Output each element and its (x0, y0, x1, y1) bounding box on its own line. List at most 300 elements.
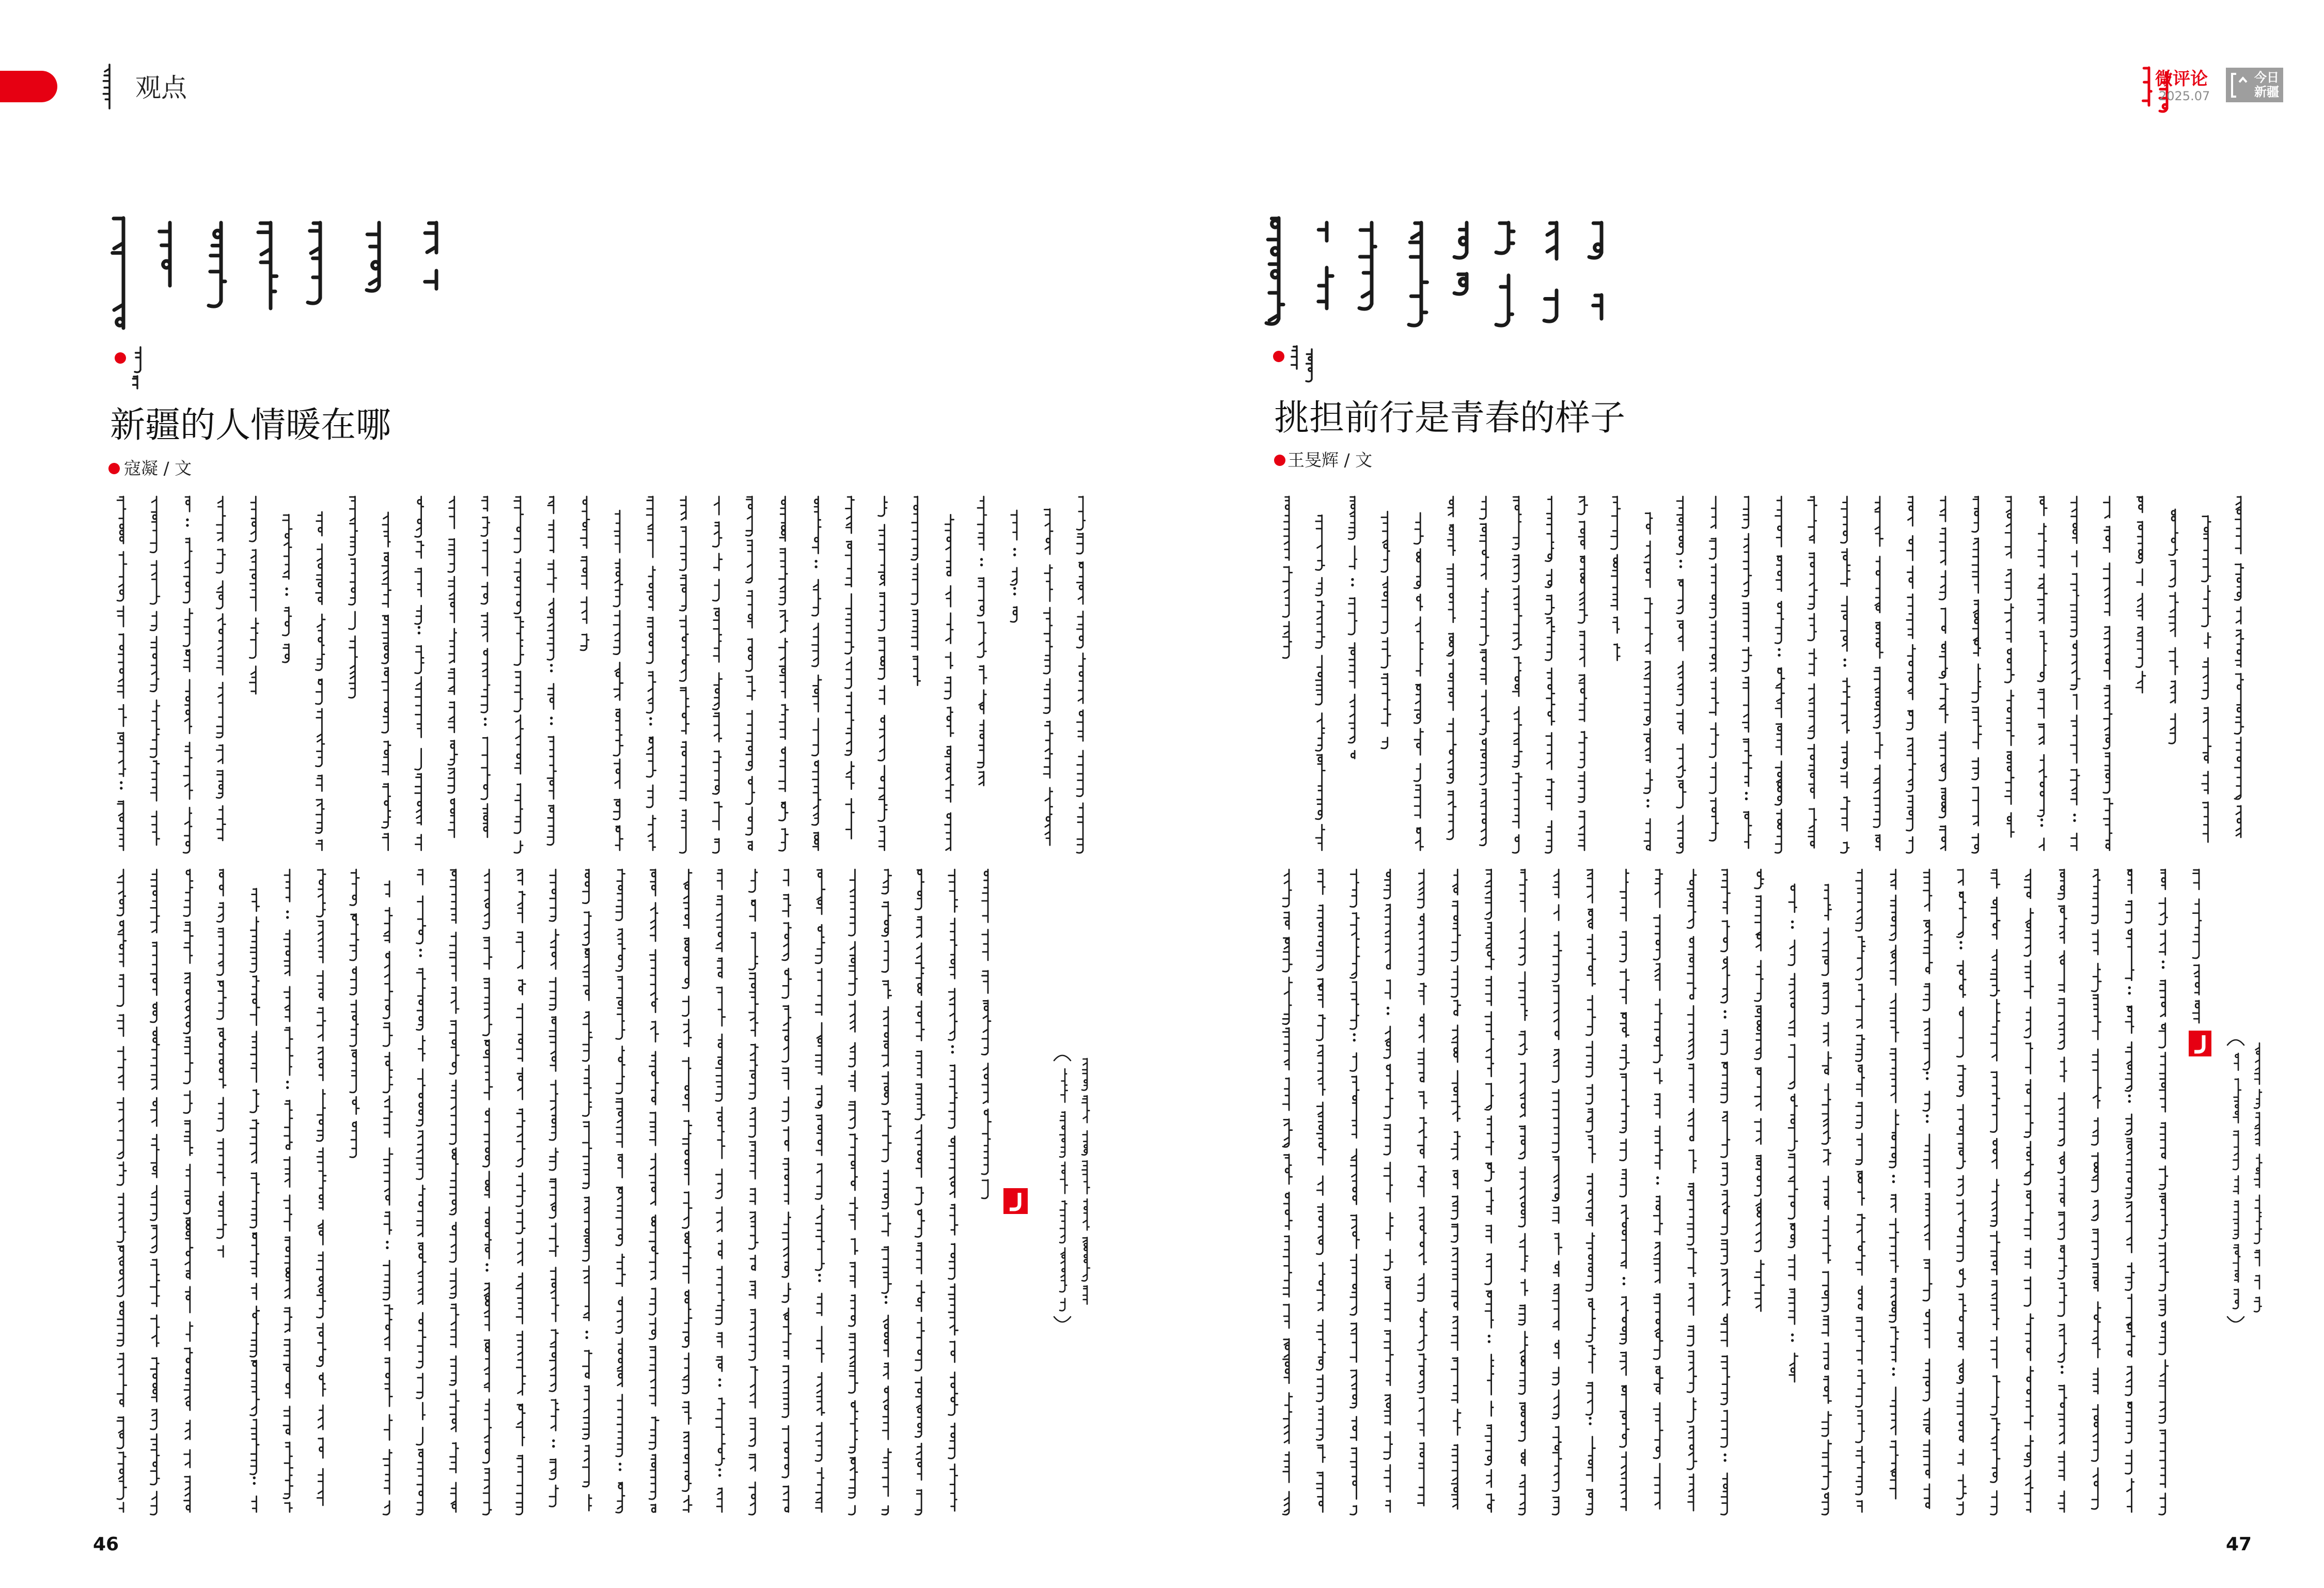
mongolian-word (2126, 1042, 2132, 1091)
mongolian-word (1822, 1272, 1828, 1312)
mongolian-word (152, 811, 160, 845)
mongolian-word (184, 650, 190, 672)
mongolian-text-column (2159, 869, 2169, 1515)
mongolian-word (1611, 555, 1618, 610)
mongolian-word (947, 707, 953, 736)
mongolian-word (250, 550, 256, 611)
mongolian-word (450, 1222, 456, 1262)
mongolian-text-column (1384, 869, 1393, 1512)
punctuation-mark (550, 717, 553, 725)
mongolian-word (817, 1373, 825, 1415)
mongolian-word (649, 1215, 657, 1280)
mongolian-word (1552, 1367, 1559, 1385)
mongolian-word (2233, 1289, 2238, 1309)
left-article-body-lower (117, 869, 991, 1515)
mongolian-word (618, 1154, 622, 1177)
mongolian-word (650, 1346, 656, 1406)
mongolian-word (614, 662, 623, 700)
mongolian-word (1316, 713, 1325, 751)
mongolian-word (1454, 1000, 1461, 1016)
mongolian-word (849, 1071, 855, 1091)
mongolian-word (1416, 828, 1423, 850)
mongolian-word (714, 608, 721, 662)
mongolian-word (616, 1395, 622, 1457)
mongolian-word (1755, 896, 1761, 951)
mongolian-word (982, 869, 988, 922)
mongolian-word (849, 1101, 855, 1128)
mongolian-word (846, 762, 854, 789)
mongolian-word (1545, 595, 1554, 614)
mongolian-word (415, 677, 421, 737)
mongolian-word (1077, 611, 1083, 648)
mongolian-word (583, 869, 589, 904)
mongolian-word (717, 869, 722, 890)
mongolian-word (1586, 1382, 1592, 1415)
mongolian-word (217, 1139, 225, 1185)
mongolian-word (2126, 1402, 2132, 1443)
mongolian-word (250, 1173, 259, 1227)
mongolian-word (750, 1255, 755, 1270)
mongolian-word (1644, 729, 1650, 762)
mongolian-word (516, 1331, 525, 1395)
mongolian-word (1924, 1134, 1929, 1187)
mongolian-word (1486, 1225, 1491, 1243)
mongolian-word (680, 742, 686, 801)
mongolian-word (2193, 869, 2200, 890)
mongolian-word (783, 1158, 789, 1204)
mongolian-word (2092, 1049, 2101, 1108)
mongolian-word (713, 580, 719, 601)
mongolian-word (2233, 1244, 2240, 1282)
mongolian-text-column (349, 496, 357, 698)
mongolian-word (1808, 553, 1817, 609)
mongolian-word (383, 952, 392, 1018)
mongolian-word (815, 1023, 822, 1075)
mongolian-word (485, 1172, 490, 1198)
mongolian-word (878, 637, 885, 679)
mongolian-word (1521, 1450, 1525, 1466)
mongolian-word (384, 1212, 391, 1234)
mongolian-word (185, 496, 190, 511)
mongolian-word (1419, 984, 1426, 1005)
mongolian-word (1351, 1370, 1357, 1408)
mongolian-word (385, 1358, 392, 1406)
mongolian-word (481, 737, 490, 799)
mongolian-word (2234, 1079, 2241, 1123)
punctuation-mark (253, 1476, 256, 1485)
mongolian-word (1045, 788, 1053, 845)
mongolian-text-column (547, 496, 556, 845)
mongolian-word (1545, 821, 1551, 853)
punctuation-mark (1791, 921, 1794, 929)
mongolian-word (383, 512, 390, 547)
mongolian-word (1519, 1475, 1525, 1515)
mongolian-word (1973, 600, 1981, 656)
mongolian-word (1620, 1385, 1629, 1447)
mongolian-word (813, 675, 821, 712)
mongolian-word (783, 1308, 791, 1359)
punctuation-mark (1745, 792, 1748, 800)
mongolian-word (749, 1044, 758, 1099)
mongolian-word (250, 976, 259, 1025)
mongolian-word (949, 1284, 958, 1335)
mongolian-word (1654, 1069, 1662, 1084)
mongolian-word (1614, 644, 1620, 661)
mongolian-word (1316, 824, 1325, 850)
mongolian-word (1448, 525, 1455, 555)
mongolian-word (683, 1057, 690, 1111)
mongolian-word (1677, 620, 1683, 650)
mongolian-word (1958, 869, 1964, 885)
mongolian-word (850, 1263, 855, 1288)
mongolian-word (217, 981, 226, 1019)
mongolian-word (418, 1036, 425, 1061)
mongolian-text-column (746, 496, 755, 850)
mongolian-word (2058, 1093, 2064, 1145)
mongolian-word (2233, 1201, 2238, 1239)
mongolian-word (1721, 1314, 1728, 1347)
mongolian-word (1890, 1110, 1899, 1167)
mongolian-word (547, 560, 556, 592)
punctuation-mark (1013, 548, 1016, 556)
mongolian-word (1384, 1432, 1392, 1459)
mongolian-word (1448, 496, 1453, 517)
mongolian-word (350, 1122, 356, 1157)
mongolian-word (1644, 661, 1650, 725)
mongolian-word (482, 613, 488, 642)
mongolian-word (549, 1485, 558, 1506)
mongolian-word (2234, 1176, 2238, 1194)
mongolian-word (1620, 1139, 1626, 1160)
mongolian-word (417, 1427, 423, 1445)
mongolian-word (318, 1405, 323, 1429)
mongolian-word (1588, 1135, 1595, 1162)
mongolian-text-column (160, 223, 170, 286)
mongolian-word (1447, 633, 1453, 656)
mongolian-word (2092, 1201, 2098, 1221)
mongolian-text-column (2233, 1053, 2241, 1309)
mongolian-word (516, 1109, 525, 1166)
mongolian-word (845, 657, 852, 688)
mongolian-word (583, 1197, 589, 1260)
mongolian-word (184, 922, 193, 963)
mongolian-word (1890, 1049, 1896, 1103)
mongolian-word (1940, 826, 1945, 850)
mongolian-text-column (1060, 1069, 1067, 1311)
mongolian-word (1452, 1071, 1460, 1122)
right-subtitle-mongolian (1292, 346, 1312, 382)
mongolian-word (912, 496, 918, 560)
mongolian-word (318, 1220, 323, 1244)
mongolian-word (1578, 496, 1588, 515)
mongolian-word (549, 1330, 558, 1391)
mongolian-word (1822, 1412, 1831, 1436)
mongolian-word (1939, 683, 1948, 723)
mongolian-word (1939, 732, 1945, 781)
mongolian-word (1709, 723, 1718, 757)
mongolian-word (1487, 1470, 1491, 1487)
mongolian-word (2074, 694, 2077, 709)
mongolian-word (185, 1218, 193, 1279)
mongolian-word (1957, 1200, 1966, 1262)
mongolian-word (1586, 1299, 1595, 1342)
left-article-body-upper (117, 496, 1085, 853)
mongolian-word (649, 1455, 655, 1500)
punctuation-mark (1892, 1367, 1895, 1376)
punctuation-mark (1778, 648, 1780, 657)
mongolian-word (746, 540, 752, 583)
mongolian-word (816, 1115, 822, 1155)
mongolian-word (915, 1490, 921, 1515)
mongolian-word (2071, 715, 2077, 763)
mongolian-text-column (1709, 496, 1718, 841)
mongolian-word (1874, 765, 1880, 827)
mongolian-text-column (1496, 223, 1514, 325)
mongolian-text-column (779, 496, 788, 851)
mongolian-word (1579, 675, 1587, 721)
punctuation-mark (419, 949, 422, 957)
mongolian-word (2171, 681, 2175, 703)
mongolian-word (481, 649, 490, 713)
mongolian-word (1283, 977, 1292, 1024)
mongolian-word (318, 921, 323, 962)
mongolian-word (1552, 1049, 1559, 1082)
mongolian-word (1385, 1330, 1393, 1385)
mongolian-word (383, 1501, 389, 1515)
mongolian-word (746, 496, 752, 536)
mongolian-word (950, 918, 957, 979)
mongolian-text-column (1077, 496, 1085, 853)
mongolian-word (949, 869, 957, 912)
mongolian-word (845, 692, 854, 755)
mongolian-word (1485, 1012, 1494, 1077)
mongolian-word (417, 969, 426, 1030)
mongolian-text-column (1874, 496, 1883, 850)
mongolian-text-column (2254, 1043, 2262, 1312)
mongolian-word (2126, 901, 2132, 923)
mongolian-word (1284, 496, 1289, 560)
mongolian-word (184, 1164, 190, 1213)
mongolian-word (1644, 770, 1652, 793)
mongolian-word (549, 1080, 558, 1140)
mongolian-word (1788, 940, 1795, 966)
mongolian-word (749, 932, 758, 970)
mongolian-word (1789, 974, 1795, 1037)
mongolian-word (683, 1496, 692, 1512)
mongolian-word (150, 1225, 156, 1253)
mongolian-word (1589, 223, 1601, 258)
mongolian-word (1841, 741, 1847, 768)
mongolian-word (1677, 710, 1683, 734)
mongolian-text-column (749, 869, 758, 1515)
mongolian-text-column (812, 496, 821, 850)
mongolian-word (1351, 1149, 1356, 1204)
mongolian-word (450, 1021, 459, 1074)
mongolian-word (680, 526, 686, 570)
mongolian-word (184, 1476, 190, 1512)
mongolian-word (915, 1210, 924, 1237)
mongolian-word (1480, 738, 1486, 784)
mongolian-word (317, 1089, 325, 1141)
mongolian-word (880, 686, 885, 705)
mongolian-word (1991, 1000, 2000, 1061)
mongolian-word (2024, 1191, 2033, 1239)
mongolian-word (448, 702, 454, 733)
mongolian-word (945, 813, 951, 850)
mongolian-word (151, 1098, 156, 1126)
mongolian-word (1824, 1023, 1829, 1046)
mongolian-word (1890, 1387, 1895, 1435)
mongolian-word (2058, 1283, 2067, 1316)
mongolian-text-column (912, 496, 920, 686)
mongolian-word (118, 1047, 125, 1090)
mongolian-word (1418, 1274, 1424, 1301)
mongolian-word (449, 799, 454, 837)
punctuation-mark (586, 1331, 588, 1339)
mongolian-text-column (882, 869, 891, 1515)
mongolian-word (1060, 1299, 1065, 1311)
mongolian-word (316, 614, 325, 670)
mongolian-word (2024, 909, 2033, 956)
mongolian-word (1687, 937, 1695, 999)
mongolian-word (2204, 633, 2210, 648)
mongolian-word (284, 1442, 293, 1499)
mongolian-text-column (113, 218, 123, 328)
mongolian-word (1513, 555, 1519, 582)
mongolian-word (714, 713, 721, 742)
mongolian-word (548, 520, 554, 553)
mongolian-word (1283, 1078, 1289, 1110)
mongolian-word (2126, 1138, 2132, 1198)
mongolian-word (812, 760, 821, 825)
mongolian-word (2254, 1089, 2262, 1108)
mongolian-word (680, 616, 688, 681)
mongolian-word (2193, 1001, 2199, 1023)
mongolian-word (2103, 799, 2112, 850)
mongolian-word (1546, 779, 1554, 809)
mongolian-word (1620, 869, 1628, 921)
mongolian-word (1788, 1154, 1798, 1219)
mongolian-word (1689, 1064, 1693, 1102)
mongolian-word (684, 869, 692, 928)
mongolian-text-column (1318, 223, 1333, 308)
mongolian-word (1788, 1045, 1795, 1088)
mongolian-word (580, 634, 589, 650)
mongolian-word (1520, 1063, 1525, 1117)
mongolian-word (650, 950, 657, 1013)
mongolian-word (451, 1304, 459, 1347)
mongolian-word (2024, 1436, 2033, 1467)
mongolian-word (883, 980, 891, 998)
mongolian-word (1808, 684, 1814, 739)
mongolian-word (1721, 1356, 1730, 1405)
mongolian-word (784, 1127, 789, 1151)
mongolian-text-column (2038, 496, 2047, 850)
mongolian-word (1452, 1025, 1457, 1062)
mongolian-word (982, 1109, 991, 1174)
mongolian-word (1381, 577, 1388, 633)
mongolian-word (2234, 1053, 2238, 1070)
mongolian-word (1078, 653, 1085, 704)
mongolian-word (2070, 641, 2080, 690)
mongolian-text-column (1907, 496, 1916, 853)
mongolian-word (284, 1157, 290, 1187)
mongolian-word (852, 1239, 858, 1254)
mongolian-text-column (209, 223, 225, 306)
mongolian-word (285, 1100, 292, 1149)
mongolian-word (417, 1313, 426, 1368)
mongolian-word (2024, 1142, 2033, 1185)
mongolian-word (118, 634, 123, 698)
mongolian-word (1496, 223, 1514, 253)
mongolian-word (982, 971, 988, 993)
mongolian-word (383, 1450, 391, 1494)
mongolian-word (2159, 1493, 2165, 1515)
mongolian-word (913, 656, 920, 686)
mongolian-text-column (1454, 223, 1467, 294)
mongolian-word (1876, 835, 1880, 850)
mongolian-word (1359, 223, 1375, 309)
mongolian-word (484, 1340, 489, 1392)
mongolian-word (2092, 1118, 2098, 1145)
mongolian-word (1687, 1326, 1693, 1346)
mongolian-word (845, 541, 852, 587)
mongolian-word (1907, 710, 1913, 729)
punctuation-mark (1724, 1454, 1726, 1462)
mongolian-text-column (2202, 516, 2211, 843)
mongolian-word (1621, 1452, 1626, 1511)
mongolian-word (1414, 684, 1420, 723)
mongolian-word (448, 668, 454, 694)
mongolian-word (2103, 686, 2112, 749)
mongolian-word (1451, 966, 1457, 997)
mongolian-word (846, 496, 854, 533)
mongolian-word (616, 929, 625, 971)
mongolian-text-column (2143, 68, 2152, 105)
mongolian-word (1316, 1015, 1325, 1040)
mongolian-word (1491, 1402, 1494, 1416)
mongolian-word (1588, 909, 1592, 929)
mongolian-word (950, 1204, 958, 1235)
mongolian-word (1485, 1425, 1491, 1465)
mongolian-text-column (949, 869, 958, 1511)
mongolian-word (320, 1373, 326, 1396)
mongolian-word (713, 839, 719, 853)
mongolian-word (1687, 1184, 1693, 1245)
mongolian-word (1553, 985, 1559, 1039)
mongolian-word (250, 1420, 259, 1475)
mongolian-word (916, 1443, 921, 1480)
mongolian-word (716, 1398, 725, 1466)
mongolian-word (450, 869, 456, 923)
mongolian-word (317, 1148, 326, 1210)
mongolian-word (515, 715, 523, 774)
mongolian-word (1448, 660, 1453, 710)
punctuation-mark (980, 558, 983, 566)
punctuation-mark (550, 664, 553, 672)
mongolian-word (2058, 1324, 2066, 1362)
mongolian-word (1743, 603, 1749, 642)
mongolian-word (1957, 1502, 1963, 1515)
mongolian-text-column (1677, 496, 1686, 853)
mongolian-word (2235, 737, 2241, 799)
mongolian-word (647, 785, 653, 807)
mongolian-word (584, 1266, 589, 1320)
mongolian-word (1822, 928, 1828, 975)
mongolian-word (1385, 1277, 1390, 1321)
mongolian-word (1316, 905, 1323, 971)
mongolian-word (845, 594, 854, 654)
